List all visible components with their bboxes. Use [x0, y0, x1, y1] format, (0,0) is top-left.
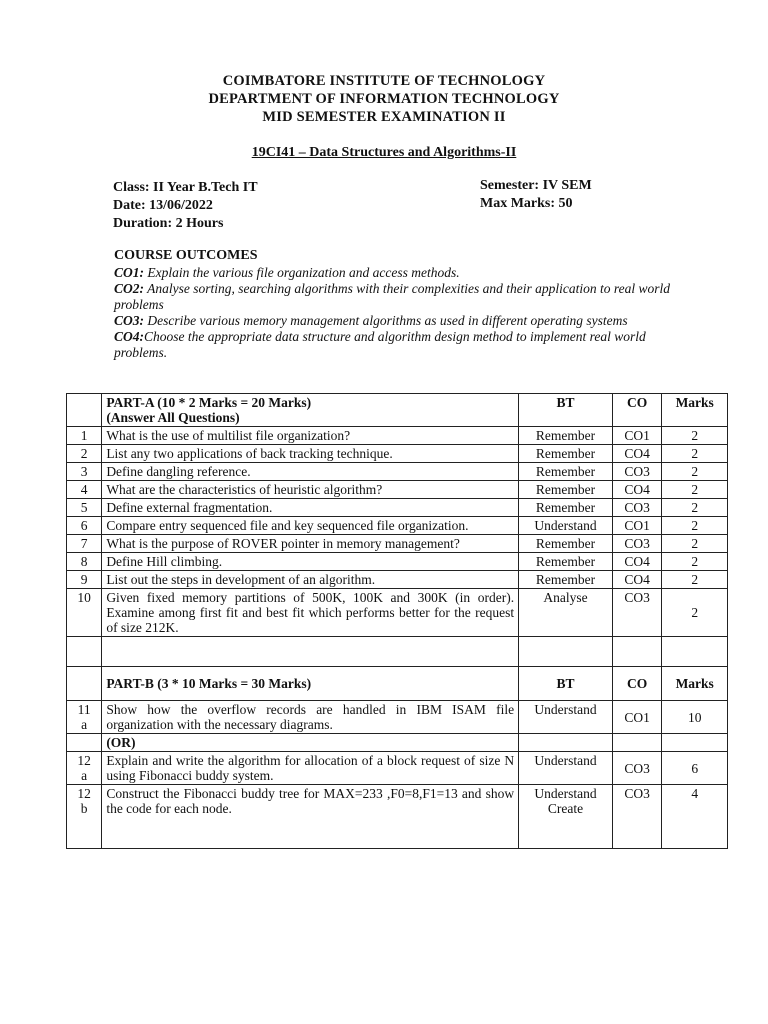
or-label: (OR) [102, 734, 519, 752]
question-text: Define Hill climbing. [102, 553, 519, 571]
outcome-text: Choose the appropriate data structure and algorithm design method to implement real world problems. [114, 329, 646, 360]
question-text: What is the purpose of ROVER pointer in memory management? [102, 535, 519, 553]
table-row [67, 535, 728, 553]
table-row [67, 427, 728, 445]
meta-right [480, 177, 592, 213]
meta-left [113, 179, 258, 233]
question-marks: 6 [662, 752, 728, 785]
empty-cell [67, 637, 102, 667]
question-marks: 4 [662, 785, 728, 849]
header-num-cell [67, 394, 102, 427]
question-bt: Remember [519, 463, 613, 481]
question-marks: 2 [662, 427, 728, 445]
table-row [67, 553, 728, 571]
col-bt: BT [519, 394, 613, 427]
question-sub: a [81, 717, 88, 732]
course-outcomes [114, 248, 694, 361]
table-row [67, 571, 728, 589]
question-number [67, 785, 102, 849]
empty-cell [519, 734, 613, 752]
table-row [67, 701, 728, 734]
question-text: List out the steps in development of an algorithm. [102, 571, 519, 589]
question-co: CO1 [612, 427, 661, 445]
question-bt [519, 785, 613, 849]
part-b-header-row [67, 667, 728, 701]
question-co: CO4 [612, 553, 661, 571]
question-bt: Understand [519, 517, 613, 535]
question-text: List any two applications of back tracking technique. [102, 445, 519, 463]
date-info: Date: 13/06/2022 [113, 198, 213, 213]
question-co: CO4 [612, 481, 661, 499]
outcome-text: Explain the various file organization and access methods. [144, 265, 460, 280]
question-bt: Remember [519, 499, 613, 517]
or-row [67, 734, 728, 752]
question-co: CO3 [612, 589, 661, 637]
question-co: CO4 [612, 571, 661, 589]
part-a-title-cell [102, 394, 519, 427]
question-bt: Remember [519, 553, 613, 571]
table-row [67, 517, 728, 535]
outcome-item [114, 313, 694, 329]
question-marks: 2 [662, 535, 728, 553]
col-marks: Marks [662, 394, 728, 427]
class-info: Class: II Year B.Tech IT [113, 180, 258, 195]
table-row [67, 463, 728, 481]
question-marks: 2 [662, 571, 728, 589]
question-bt: Remember [519, 535, 613, 553]
question-no: 11 [77, 702, 91, 717]
empty-cell [612, 734, 661, 752]
question-co: CO1 [612, 517, 661, 535]
col-co: CO [612, 667, 661, 701]
empty-cell [519, 637, 613, 667]
table-row [67, 481, 728, 499]
question-bt: Remember [519, 571, 613, 589]
question-text: Explain and write the algorithm for allocation of a block request of size N using Fibonacci buddy system. [102, 752, 519, 785]
bt-level: Understand [534, 786, 597, 801]
question-text: Given fixed memory partitions of 500K, 100K and 300K (in order). Examine among first fit and best fit which performs better for the request of size 212K. [102, 589, 519, 637]
outcome-code: CO2: [114, 281, 144, 296]
question-marks: 2 [662, 481, 728, 499]
question-text: Show how the overflow records are handled in IBM ISAM file organization with the necessary diagrams. [102, 701, 519, 734]
question-marks: 10 [662, 701, 728, 734]
question-number [67, 701, 102, 734]
semester-info: Semester: IV SEM [480, 178, 592, 193]
question-text: What are the characteristics of heuristic algorithm? [102, 481, 519, 499]
col-co: CO [612, 394, 661, 427]
question-table [66, 393, 728, 849]
empty-cell [662, 734, 728, 752]
institute-name: COIMBATORE INSTITUTE OF TECHNOLOGY [222, 73, 546, 89]
outcome-text: Analyse sorting, searching algorithms with their complexities and their application to real world problems [114, 281, 670, 312]
table-row [67, 499, 728, 517]
course-title-text: 19CI41 – Data Structures and Algorithms-II [251, 145, 517, 160]
outcomes-heading: COURSE OUTCOMES [114, 248, 258, 263]
question-marks: 2 [662, 517, 728, 535]
question-bt: Analyse [519, 589, 613, 637]
max-marks-info: Max Marks: 50 [480, 196, 573, 211]
empty-cell [102, 637, 519, 667]
department-name: DEPARTMENT OF INFORMATION TECHNOLOGY [208, 91, 560, 107]
header-num-cell [67, 667, 102, 701]
part-a-subtitle: (Answer All Questions) [106, 410, 240, 425]
question-number: 1 [67, 427, 102, 445]
part-a-title: PART-A (10 * 2 Marks = 20 Marks) [106, 395, 312, 410]
table-row [67, 785, 728, 849]
question-no: 12 [77, 786, 91, 801]
part-b-title: PART-B (3 * 10 Marks = 30 Marks) [102, 667, 519, 701]
question-co: CO3 [612, 463, 661, 481]
question-marks: 2 [662, 463, 728, 481]
question-number: 2 [67, 445, 102, 463]
question-marks: 2 [662, 445, 728, 463]
empty-cell [662, 637, 728, 667]
question-co: CO4 [612, 445, 661, 463]
question-sub: a [81, 768, 88, 783]
question-co: CO1 [612, 701, 661, 734]
question-marks: 2 [662, 553, 728, 571]
question-bt: Remember [519, 481, 613, 499]
question-number [67, 752, 102, 785]
question-number: 10 [67, 589, 102, 637]
col-marks: Marks [662, 667, 728, 701]
outcome-item [114, 329, 694, 361]
question-bt: Remember [519, 445, 613, 463]
question-text: Define dangling reference. [102, 463, 519, 481]
question-number: 6 [67, 517, 102, 535]
outcome-text: Describe various memory management algorithms as used in different operating systems [144, 313, 628, 328]
outcome-code: CO1: [114, 265, 144, 280]
question-marks: 2 [662, 589, 728, 637]
question-number: 4 [67, 481, 102, 499]
question-co: CO3 [612, 499, 661, 517]
col-bt: BT [519, 667, 613, 701]
question-text: Compare entry sequenced file and key sequenced file organization. [102, 517, 519, 535]
outcome-item [114, 281, 694, 313]
empty-cell [612, 637, 661, 667]
question-co: CO3 [612, 752, 661, 785]
duration-info: Duration: 2 Hours [113, 216, 224, 231]
spacer-row [67, 637, 728, 667]
empty-cell [67, 734, 102, 752]
question-sub: b [80, 801, 88, 816]
question-text: What is the use of multilist file organization? [102, 427, 519, 445]
question-no: 12 [77, 753, 91, 768]
question-number: 7 [67, 535, 102, 553]
table-row [67, 589, 728, 637]
bt-level-2: Create [547, 801, 584, 816]
outcome-item [114, 265, 694, 281]
question-number: 9 [67, 571, 102, 589]
question-number: 8 [67, 553, 102, 571]
table-row [67, 445, 728, 463]
question-bt: Remember [519, 427, 613, 445]
course-title [0, 145, 768, 161]
question-co: CO3 [612, 785, 661, 849]
table-row [67, 752, 728, 785]
exam-name: MID SEMESTER EXAMINATION II [262, 109, 506, 125]
question-marks: 2 [662, 499, 728, 517]
question-bt: Understand [519, 752, 613, 785]
question-bt: Understand [519, 701, 613, 734]
outcome-code: CO4: [114, 329, 144, 344]
question-number: 3 [67, 463, 102, 481]
part-a-header-row [67, 394, 728, 427]
question-number: 5 [67, 499, 102, 517]
question-text: Construct the Fibonacci buddy tree for MAX=233 ,F0=8,F1=13 and show the code for each node. [102, 785, 519, 849]
outcome-code: CO3: [114, 313, 144, 328]
question-text: Define external fragmentation. [102, 499, 519, 517]
question-co: CO3 [612, 535, 661, 553]
paper-header [0, 72, 768, 126]
